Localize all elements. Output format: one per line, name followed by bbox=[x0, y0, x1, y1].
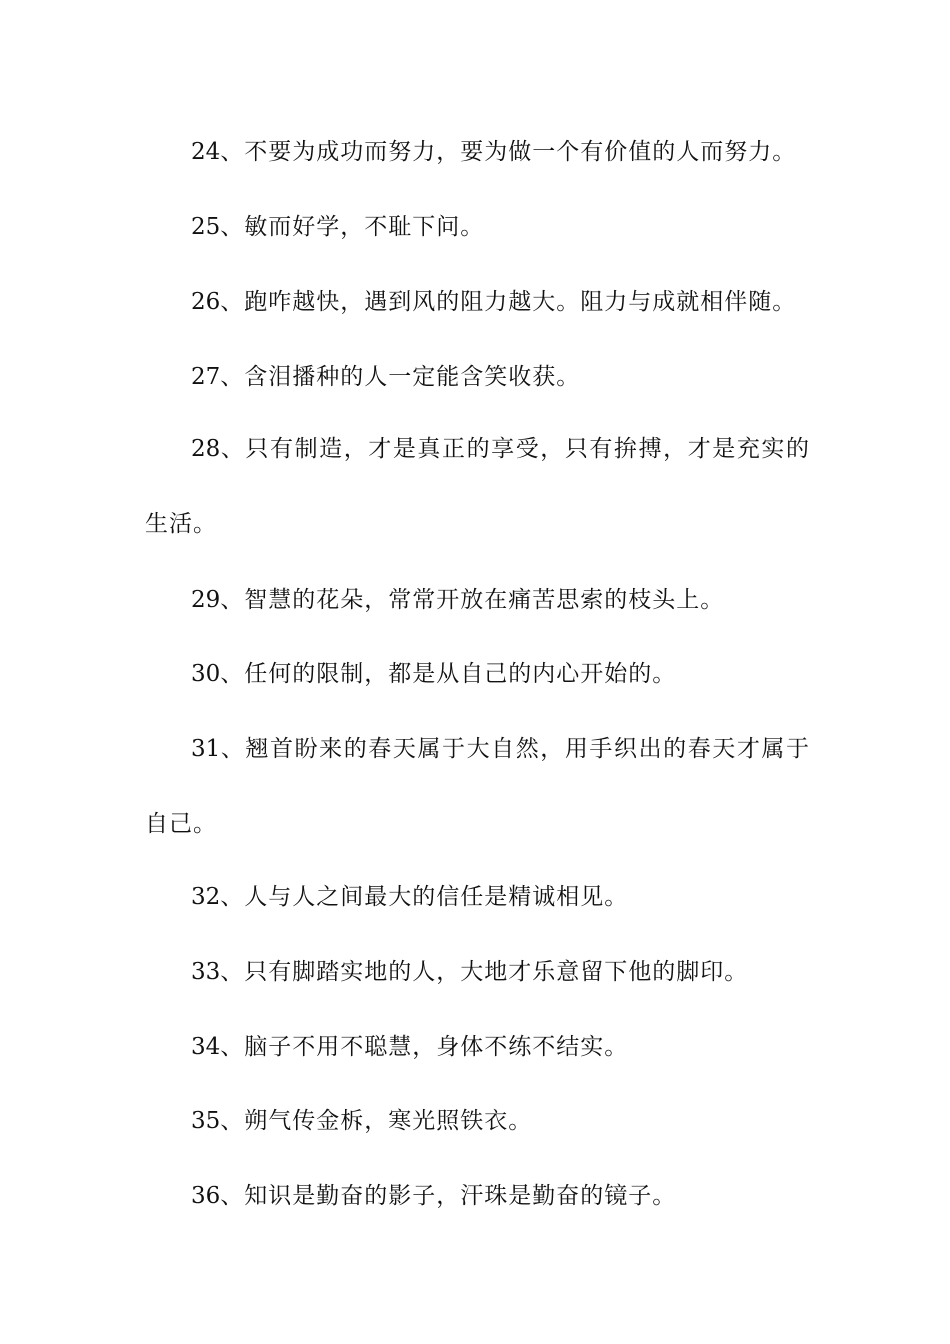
list-item-33 bbox=[145, 935, 810, 1010]
list-item-35 bbox=[145, 1084, 810, 1159]
item-number: 26 bbox=[191, 289, 221, 315]
item-number: 24 bbox=[191, 139, 221, 165]
list-item-25 bbox=[145, 190, 810, 265]
item-number: 28 bbox=[191, 436, 221, 462]
item-number: 35 bbox=[191, 1108, 221, 1134]
item-text: 、朔气传金柝，寒光照铁衣。 bbox=[220, 1108, 533, 1134]
item-text: 、智慧的花朵，常常开放在痛苦思索的枝头上。 bbox=[220, 587, 725, 613]
list-item-29 bbox=[145, 563, 810, 638]
item-number: 31 bbox=[191, 736, 221, 762]
item-text: 、脑子不用不聪慧，身体不练不结实。 bbox=[220, 1034, 629, 1060]
item-text: 、只有脚踏实地的人，大地才乐意留下他的脚印。 bbox=[220, 959, 749, 985]
item-text: 、含泪播种的人一定能含笑收获。 bbox=[220, 364, 581, 390]
list-item-36 bbox=[145, 1159, 810, 1234]
item-text: 、知识是勤奋的影子，汗珠是勤奋的镜子。 bbox=[220, 1183, 677, 1209]
item-text: 、跑咋越快，遇到风的阻力越大。阻力与成就相伴随。 bbox=[220, 289, 797, 315]
item-number: 30 bbox=[191, 661, 221, 687]
list-item-27 bbox=[145, 340, 810, 415]
item-text: 、不要为成功而努力，要为做一个有价值的人而努力。 bbox=[220, 139, 797, 165]
list-item-31 bbox=[145, 712, 810, 862]
item-text: 、翘首盼来的春天属于大自然，用手织出的春天才属于自己。 bbox=[145, 736, 810, 837]
item-number: 29 bbox=[191, 587, 221, 613]
list-item-28 bbox=[145, 412, 810, 562]
item-number: 33 bbox=[191, 959, 221, 985]
list-item-24 bbox=[145, 115, 810, 190]
item-number: 27 bbox=[191, 364, 221, 390]
list-item-26 bbox=[145, 265, 810, 340]
item-number: 25 bbox=[191, 214, 221, 240]
list-item-34 bbox=[145, 1010, 810, 1085]
item-text: 、任何的限制，都是从自己的内心开始的。 bbox=[220, 661, 677, 687]
list-item-30 bbox=[145, 637, 810, 712]
list-item-32 bbox=[145, 860, 810, 935]
item-number: 36 bbox=[191, 1183, 221, 1209]
item-text: 、敏而好学，不耻下问。 bbox=[220, 214, 485, 240]
item-number: 34 bbox=[191, 1034, 221, 1060]
item-text: 、只有制造，才是真正的享受，只有拚搏，才是充实的生活。 bbox=[145, 436, 810, 537]
item-text: 、人与人之间最大的信任是精诚相见。 bbox=[220, 884, 629, 910]
item-number: 32 bbox=[191, 884, 221, 910]
